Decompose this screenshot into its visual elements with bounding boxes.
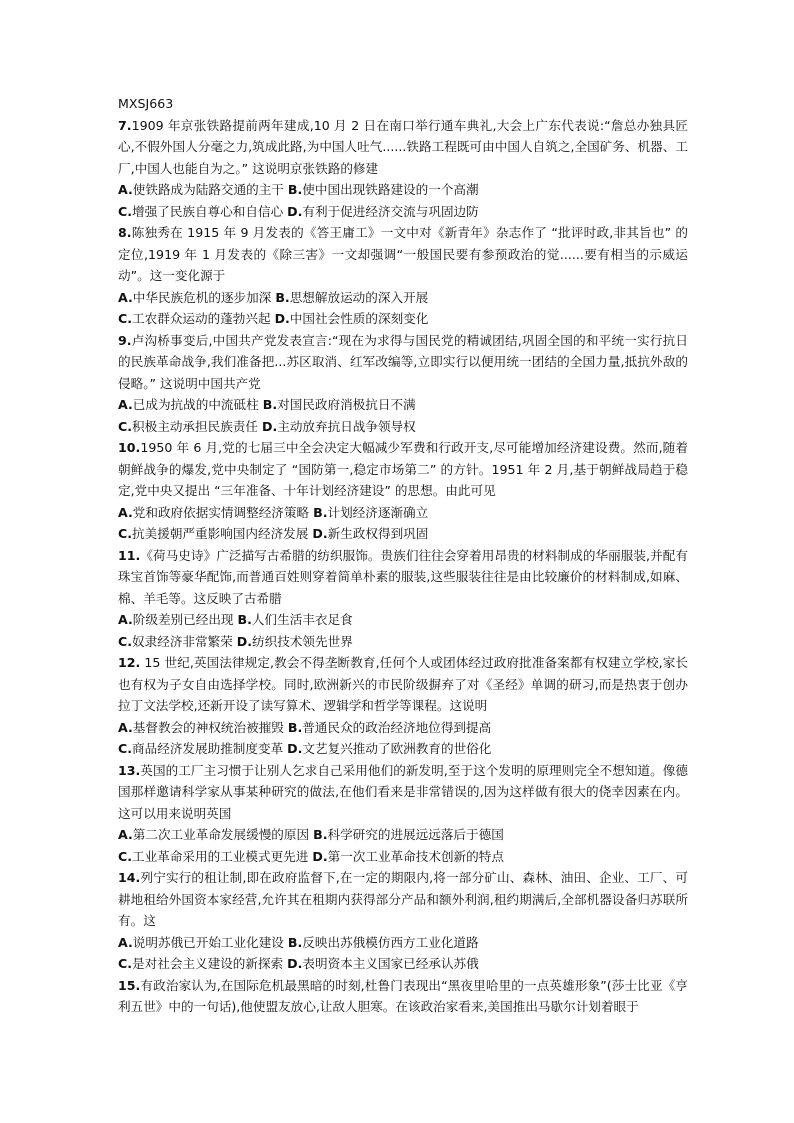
question-text: 有政治家认为,在国际危机最黑暗的时刻,杜鲁门表现出“黑夜里哈里的一点英雄形象”(莎士比亚《亨利五世》中的一句话),他使盟友放心,让敌人胆寒。在该政治家看来,美国推出马歇尔计划着眼于 (118, 977, 688, 1014)
question-text: 1909 年京张铁路提前两年建成,10 月 2 日在南口举行通车典礼,大会上广东代表说:“詹总办独具匠心,不假外国人分毫之力,筑成此路,为中国人吐气......铁路工程既可由中国人自筑之,全国矿务、机器、工厂,中国人也能自为之。” 这说明京张铁路的修建 (118, 117, 688, 176)
option-label: A. (118, 934, 133, 950)
option-label: D. (274, 311, 290, 326)
option-text: 基督教会的神权统治被摧毁 (132, 719, 288, 735)
question-stem (118, 652, 688, 717)
option-label: D. (312, 526, 328, 541)
question-text: 卢沟桥事变后,中国共产党发表宣言:“现在为求得与国民党的精诚团结,巩固全国的和平统一实行抗日的民族革命战争,我们准备把...苏区取消、红军改编等,立即实行以便用统一团结的全国力量,抵抗外敌的侵略。” 这说明中国共产党 (118, 332, 688, 391)
option-text: 使铁路成为陆路交通的主干 (132, 182, 288, 197)
exam-page (118, 93, 688, 1018)
question-number: 7. (118, 117, 132, 133)
option-text: 第一次工业革命技术创新的特点 (327, 848, 504, 864)
option-line (118, 738, 688, 760)
option-text: 抗美援朝严重影响国内经济发展 (132, 526, 313, 541)
option-label: B. (275, 289, 290, 305)
option-line (118, 932, 688, 954)
option-text: 反映出苏俄模仿西方工业化道路 (302, 934, 479, 950)
option-label: D. (287, 203, 303, 219)
option-text: 科学研究的进展远远落后于德国 (327, 827, 504, 842)
option-label: B. (287, 934, 303, 950)
option-label: A. (118, 289, 133, 305)
question (118, 545, 688, 653)
option-label: A. (118, 612, 133, 627)
question-number: 15. (118, 977, 141, 993)
option-text: 人们生活丰衣足食 (251, 612, 353, 627)
question-stem (118, 115, 688, 180)
question-stem (118, 867, 688, 932)
question-text: 《荷马史诗》广泛描写古希腊的纺织服饰。贵族们往往会穿着用昂贵的材料制成的华丽服装,并配有珠宝首饰等豪华配饰,而普通百姓则穿着简单朴素的服装,这些服装往往是由比较廉价的材料制成,如麻、棉、羊毛等。这反映了古希腊 (118, 547, 688, 606)
option-label: A. (118, 719, 133, 735)
option-label: A. (118, 397, 133, 412)
option-text: 使中国出现铁路建设的一个高潮 (302, 182, 479, 197)
option-line (118, 846, 688, 868)
question-stem (118, 437, 688, 502)
option-text: 积极主动承担民族责任 (132, 418, 262, 434)
option-label: B. (262, 397, 278, 412)
question-text: 1950 年 6 月,党的七届三中全会决定大幅减少军费和行政开支,尽可能增加经济建设费。然而,随着朝鲜战争的爆发,党中央制定了 “国防第一,稳定市场第二” 的方针。1951 年 2 月,基于朝鲜战局趋于稳定,党中央又提出 “三年准备、十年计划经济建设” 的思想。由此可见 (118, 440, 688, 498)
option-line (118, 416, 688, 438)
question-number: 9. (118, 332, 132, 348)
question-text: 15 世纪,英国法律规定,教会不得垄断教育,任何个人或团体经过政府批准备案都有权建立学校,家长也有权为子女自由选择学校。同时,欧洲新兴的市民阶级摒弃了对《圣经》单调的研习,而是热衷于创办拉丁文法学校,还新开设了读写算术、逻辑学和哲学等课程。这说明 (118, 655, 688, 713)
option-text: 文艺复兴推动了欧洲教育的世俗化 (302, 741, 492, 756)
option-text: 是对社会主义建设的新探索 (132, 956, 288, 971)
option-label: B. (287, 182, 303, 197)
option-text: 计划经济逐渐确立 (327, 504, 429, 520)
option-label: B. (313, 827, 328, 842)
question (118, 760, 688, 868)
question (118, 652, 688, 760)
option-text: 奴隶经济非常繁荣 (132, 633, 237, 649)
option-text: 阶级差别已经出现 (132, 612, 238, 627)
question (118, 867, 688, 975)
option-line (118, 609, 688, 631)
option-text: 纺织技术领先世界 (252, 633, 353, 649)
option-line (118, 523, 688, 545)
question-list (118, 115, 688, 1018)
option-label: B. (287, 719, 303, 735)
option-text: 思想解放运动的深入开展 (289, 289, 429, 305)
option-text: 增强了民族自尊心和自信心 (132, 203, 288, 219)
option-text: 中华民族危机的逐步加深 (132, 289, 276, 305)
question-number: 14. (118, 870, 141, 885)
option-label: C. (118, 741, 133, 756)
option-text: 有利于促进经济交流与巩固边防 (302, 203, 479, 219)
option-text: 主动放弃抗日战争领导权 (277, 418, 416, 434)
question (118, 115, 688, 223)
question-text: 陈独秀在 1915 年 9 月发表的《答王庸工》一文中对《新青年》杂志作了 “批评时政,非其旨也” 的定位,1919 年 1 月发表的《除三害》一文却强调“一般国民要有参预政治的觉......要有相当的示威运动”。这一变化源于 (118, 225, 688, 283)
option-text: 中国社会性质的深刻变化 (289, 311, 429, 326)
question-number: 13. (118, 762, 141, 778)
option-line (118, 308, 688, 330)
option-text: 党和政府依据实情调整经济策略 (132, 504, 314, 520)
option-text: 工农群众运动的蓬勃兴起 (132, 311, 275, 326)
question (118, 437, 688, 545)
option-text: 说明苏俄已开始工业化建设 (132, 934, 288, 950)
question (118, 222, 688, 330)
question (118, 975, 688, 1018)
option-line (118, 717, 688, 739)
question-stem (118, 330, 688, 395)
option-label: D. (287, 956, 303, 971)
option-text: 商品经济发展助推制度变革 (132, 741, 288, 756)
option-label: C. (118, 203, 133, 219)
option-line (118, 631, 688, 653)
question-stem (118, 222, 688, 287)
option-label: D. (287, 741, 303, 756)
question-stem (118, 975, 688, 1018)
option-line (118, 953, 688, 975)
option-line (118, 179, 688, 201)
option-text: 工业革命采用的工业模式更先进 (132, 848, 313, 864)
option-text: 对国民政府消极抗日不满 (277, 397, 416, 412)
question-text: 列宁实行的租让制,即在政府监督下,在一定的期限内,将一部分矿山、森林、油田、企业、工厂、可耕地租给外国资本家经营,允许其在租期内获得部分产品和额外利润,租约期满后,全部机器设备归苏联所有。这 (118, 870, 688, 928)
option-label: C. (118, 418, 133, 434)
option-line (118, 394, 688, 416)
question-number: 12. (118, 655, 141, 670)
option-label: A. (118, 504, 133, 520)
option-label: D. (261, 418, 278, 434)
option-label: B. (313, 504, 328, 520)
option-label: C. (118, 526, 133, 541)
option-text: 已成为抗战的中流砥柱 (132, 397, 263, 412)
question-number: 11. (118, 547, 141, 563)
question-text: 英国的工厂主习惯于让别人乞求自己采用他们的新发明,至于这个发明的原理则完全不想知道。像德国那样邀请科学家从事某种研究的做法,在他们看来是非常错误的,因为这样做有很大的侥幸因素在内。这可以用来说明英国 (118, 762, 688, 821)
option-line (118, 201, 688, 223)
question-stem (118, 545, 688, 610)
option-label: D. (312, 848, 328, 864)
option-text: 第二次工业革命发展缓慢的原因 (132, 827, 314, 842)
option-label: D. (236, 633, 253, 649)
option-label: A. (118, 182, 133, 197)
option-label: C. (118, 633, 133, 649)
option-text: 新生政权得到巩固 (327, 526, 429, 541)
option-label: C. (118, 848, 133, 864)
option-text: 普通民众的政治经济地位得到提高 (302, 719, 492, 735)
option-label: C. (118, 311, 133, 326)
question-number: 10. (118, 440, 141, 455)
option-line (118, 502, 688, 524)
option-label: B. (237, 612, 252, 627)
option-line (118, 824, 688, 846)
question-stem (118, 760, 688, 825)
option-label: A. (118, 827, 133, 842)
document-code: MXSJ663 (118, 96, 174, 111)
question (118, 330, 688, 438)
question-number: 8. (118, 225, 132, 240)
option-line (118, 287, 688, 309)
option-label: C. (118, 956, 133, 971)
option-text: 表明资本主义国家已经承认苏俄 (302, 956, 479, 971)
